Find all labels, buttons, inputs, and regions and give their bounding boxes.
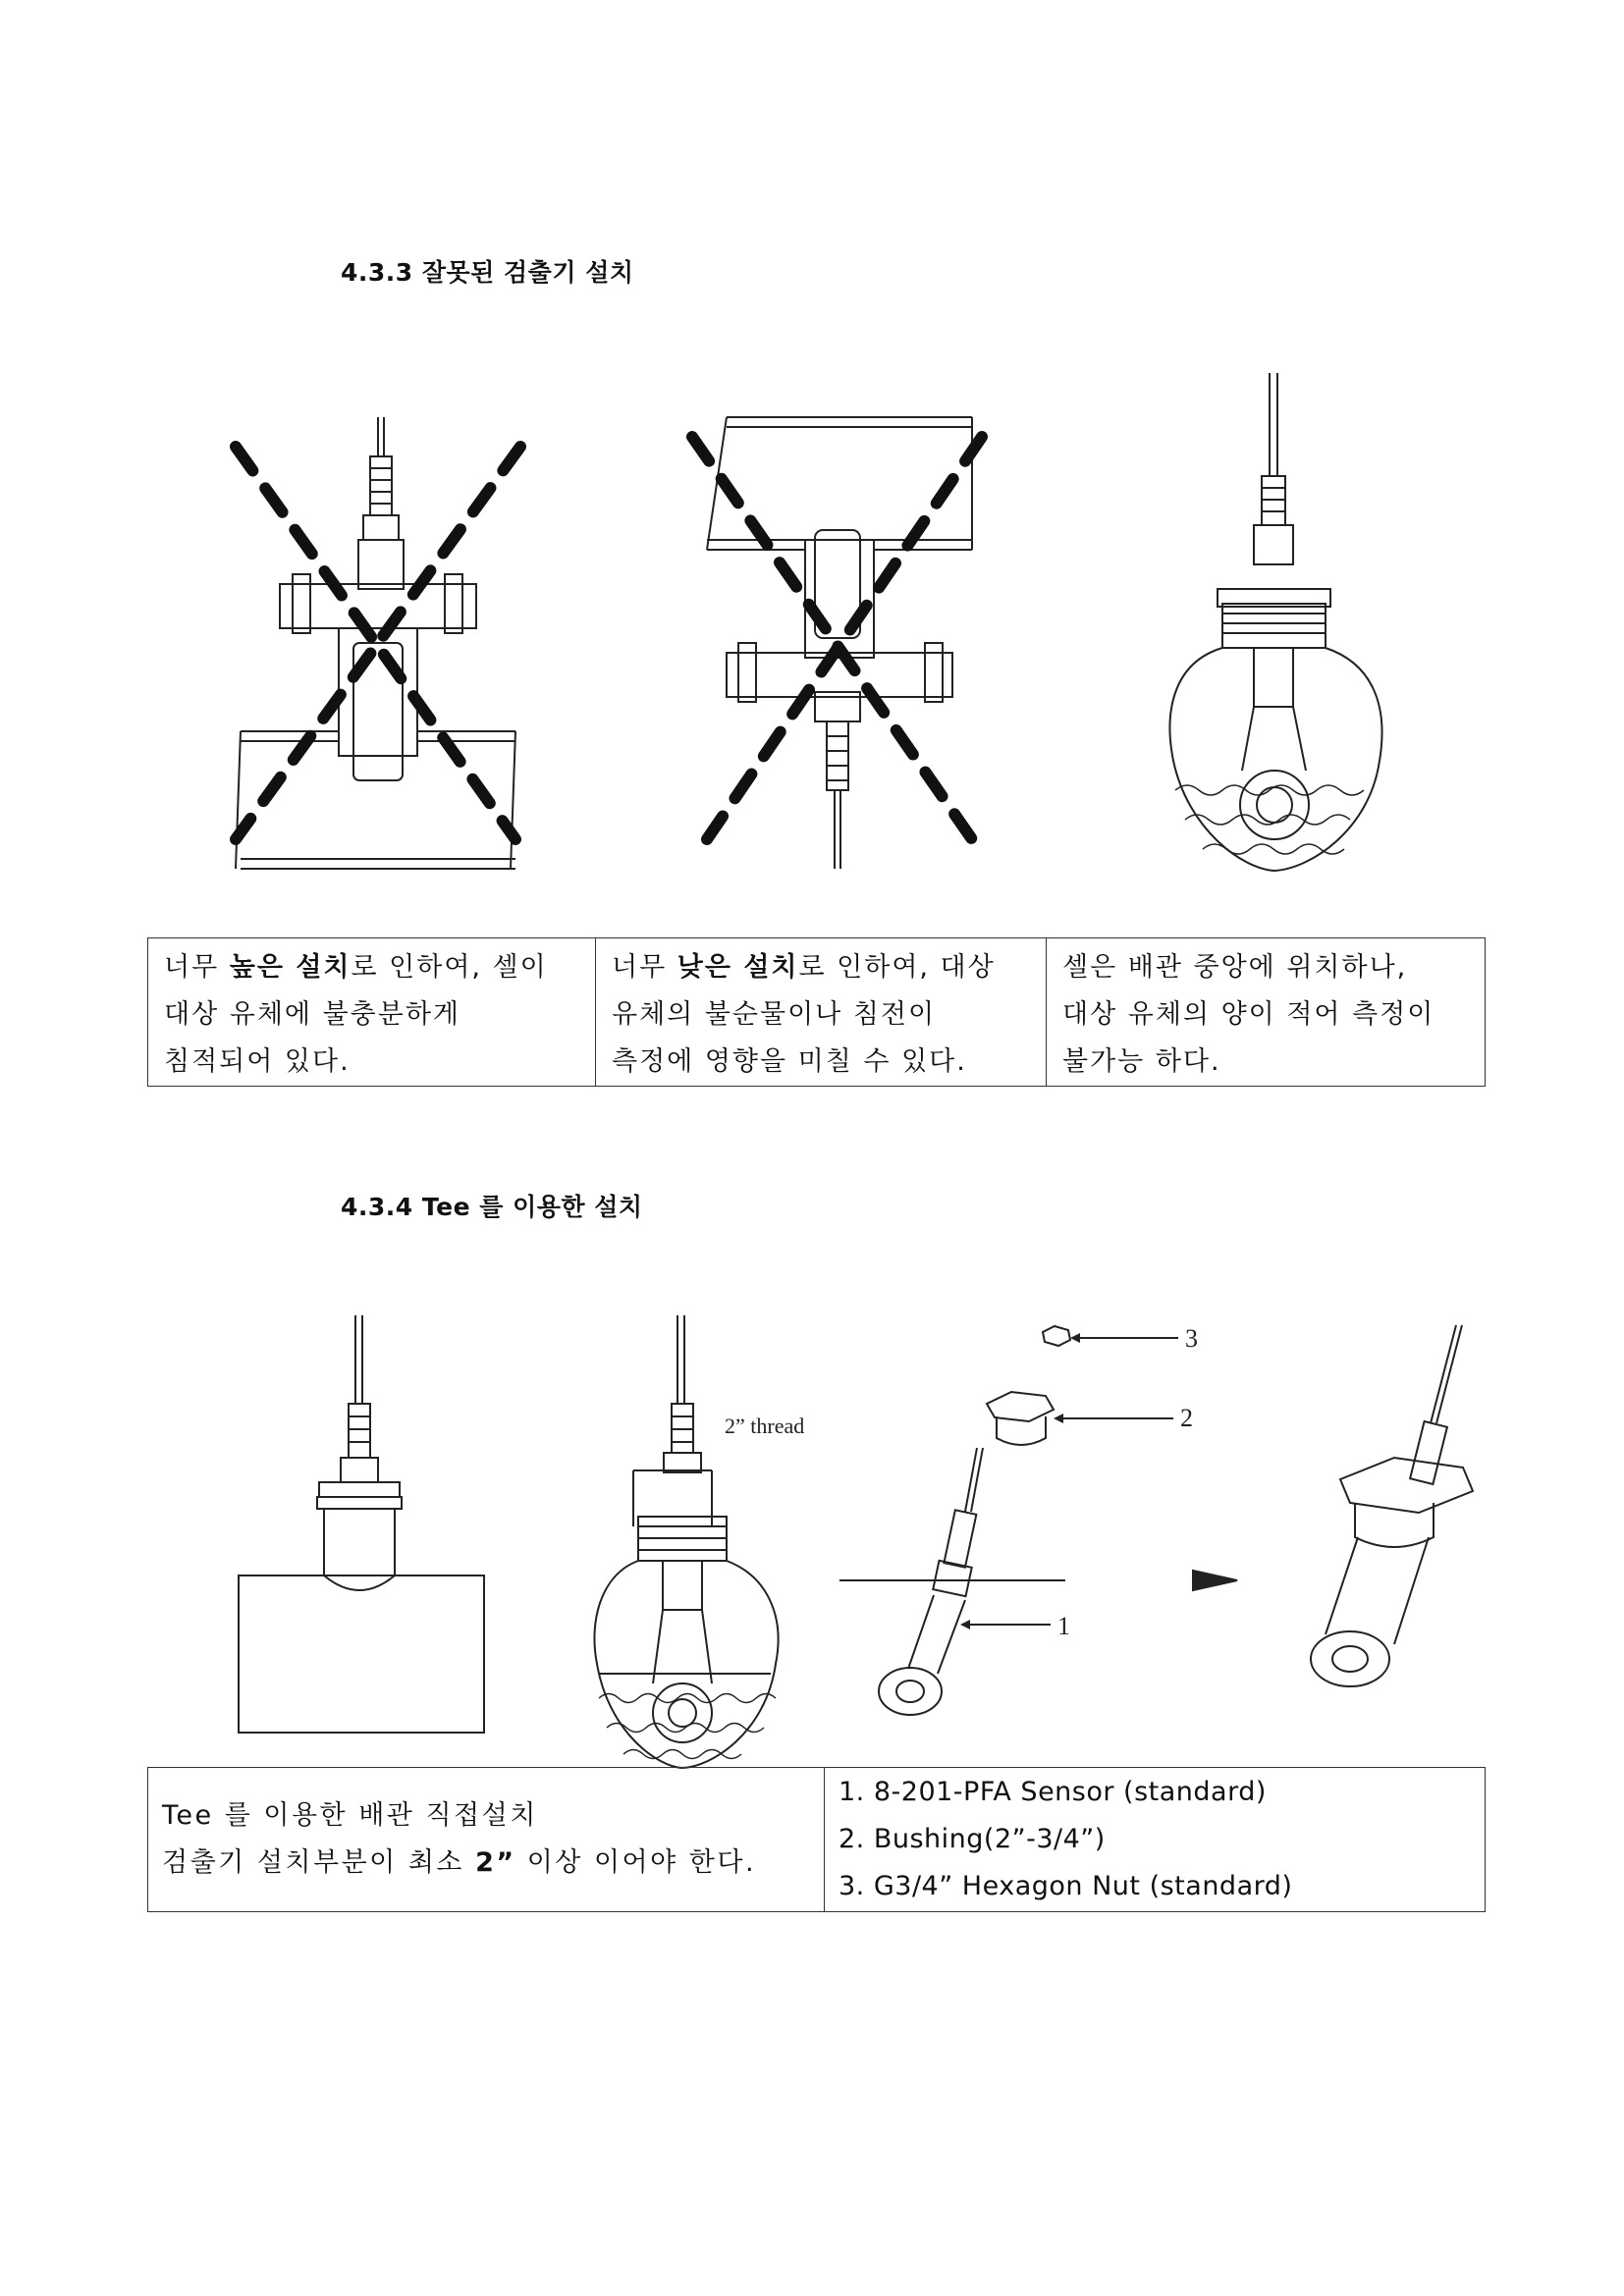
caption-bold-text: 높은 설치 bbox=[229, 952, 352, 983]
tee-installation-table bbox=[147, 1767, 1486, 1912]
tee-description-bold: 2” bbox=[475, 1847, 516, 1878]
figure-too-low-installation bbox=[677, 407, 1001, 898]
callout-1: 1 bbox=[1057, 1612, 1070, 1640]
parts-list-item: 3. G3/4” Hexagon Nut (standard) bbox=[839, 1871, 1293, 1901]
tee-description-cell bbox=[148, 1768, 825, 1912]
caption-text: 유체의 불순물이나 침전이 bbox=[612, 999, 937, 1030]
tee-description-text: 검출기 설치부분이 최소 bbox=[162, 1847, 476, 1878]
caption-text: 불가능 하다. bbox=[1062, 1046, 1221, 1077]
caption-cell-too-low bbox=[596, 938, 1047, 1087]
caption-text: 로 인하여, 대상 bbox=[798, 952, 996, 983]
caption-text: 대상 유체의 양이 적어 측정이 bbox=[1062, 999, 1435, 1030]
caption-text: 셀은 배관 중앙에 위치하나, bbox=[1062, 952, 1408, 983]
parts-list-item: 1. 8-201-PFA Sensor (standard) bbox=[839, 1777, 1267, 1807]
caption-bold-text: 낮은 설치 bbox=[677, 952, 799, 983]
caption-text: 너무 bbox=[164, 952, 230, 983]
thread-label: 2” thread bbox=[725, 1414, 805, 1438]
caption-text: 측정에 영향을 미칠 수 있다. bbox=[612, 1046, 967, 1077]
figure-too-high-installation bbox=[221, 407, 535, 898]
section-434-heading: 4.3.4 Tee 를 이용한 설치 bbox=[341, 1193, 643, 1221]
caption-text: 대상 유체에 불충분하게 bbox=[164, 999, 460, 1030]
tee-description-line: Tee 를 이용한 배관 직접설치 bbox=[162, 1800, 538, 1831]
caption-text: 로 인하여, 셀이 bbox=[351, 952, 548, 983]
tee-description-text: 이상 이어야 한다. bbox=[515, 1847, 757, 1878]
caption-cell-low-fluid bbox=[1047, 938, 1486, 1087]
caption-text: 침적되어 있다. bbox=[164, 1046, 351, 1077]
caption-text: 너무 bbox=[612, 952, 677, 983]
figure-tee-pipe-installation bbox=[231, 1310, 496, 1742]
figure-low-fluid-level bbox=[1164, 368, 1399, 918]
callout-3: 3 bbox=[1185, 1324, 1198, 1353]
section-433-heading: 4.3.3 잘못된 검출기 설치 bbox=[341, 258, 634, 287]
figure-assembly-exploded-view bbox=[839, 1310, 1507, 1782]
callout-2: 2 bbox=[1180, 1404, 1193, 1432]
parts-list-item: 2. Bushing(2”-3/4”) bbox=[839, 1824, 1106, 1854]
caption-cell-too-high bbox=[148, 938, 596, 1087]
figure-thread-cross-section bbox=[579, 1310, 844, 1782]
parts-list-cell bbox=[825, 1768, 1486, 1912]
incorrect-installation-table bbox=[147, 937, 1486, 1087]
